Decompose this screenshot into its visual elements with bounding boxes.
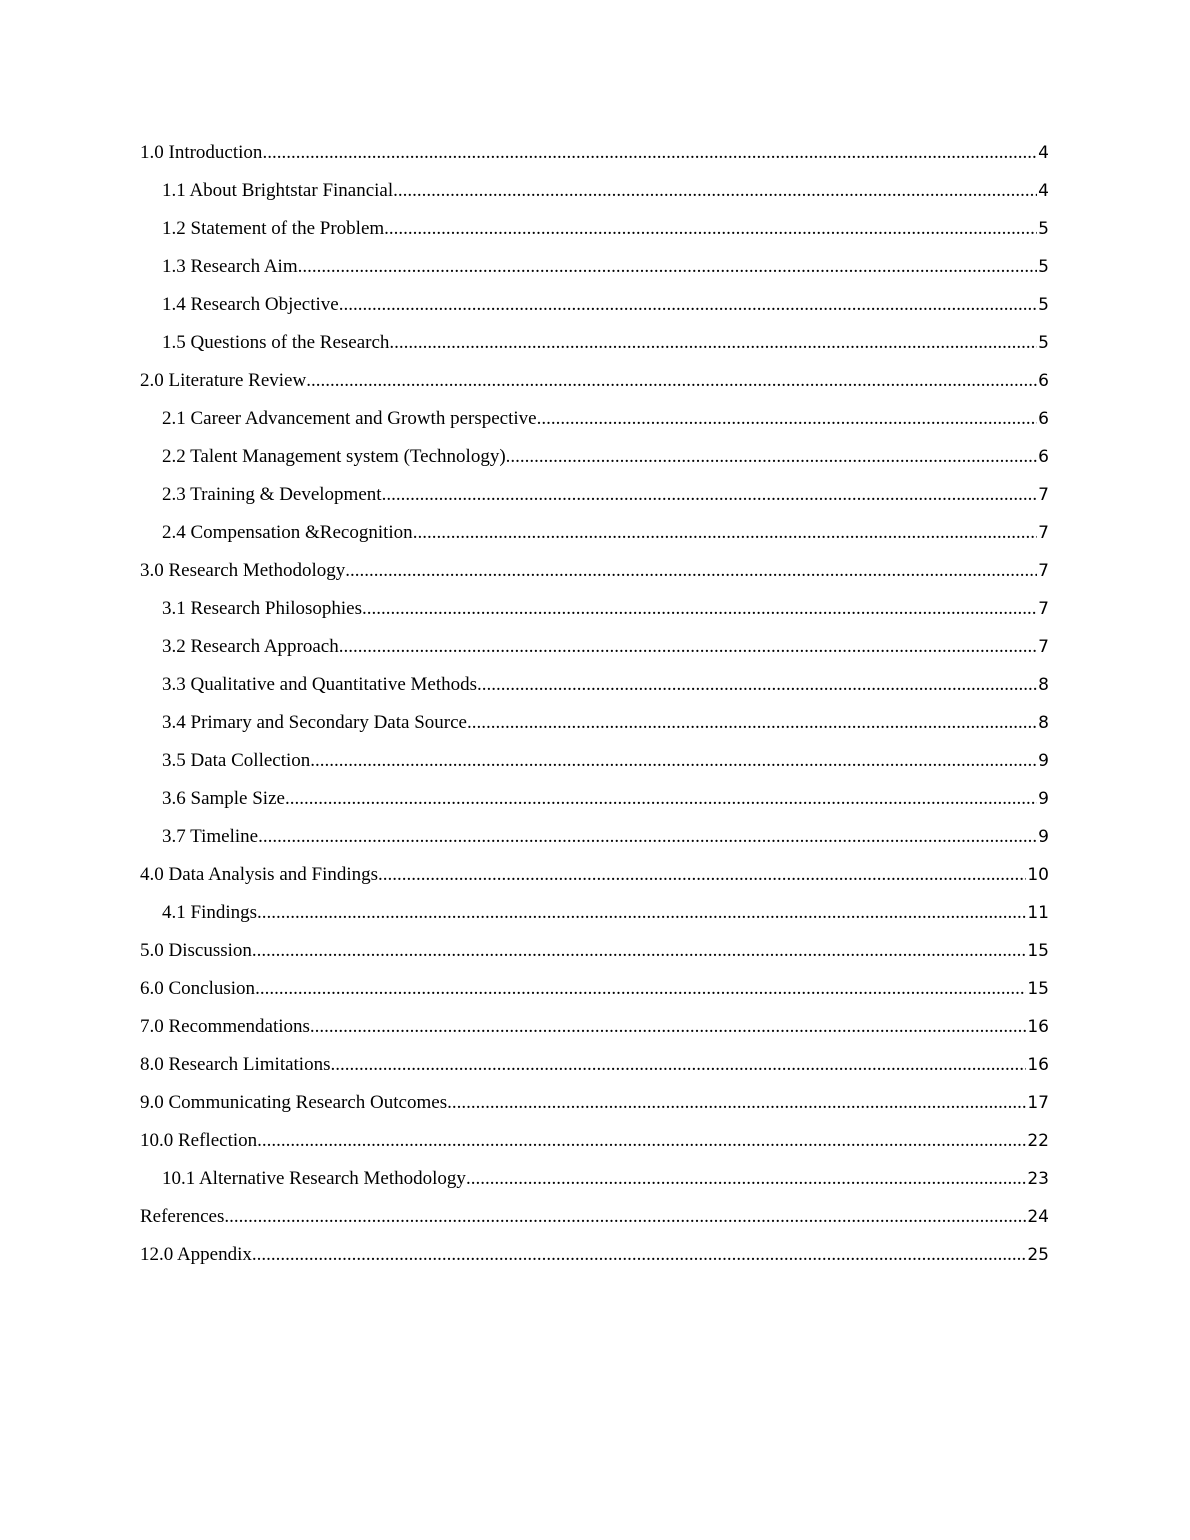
toc-entry[interactable] (140, 666, 1049, 704)
toc-dot-leader (252, 1236, 1026, 1274)
toc-dot-leader (389, 324, 1037, 362)
toc-dot-leader (252, 932, 1026, 970)
toc-entry[interactable] (140, 1046, 1049, 1084)
toc-dot-leader (467, 704, 1037, 742)
toc-dot-leader (477, 666, 1037, 704)
toc-entry-page-number: 6 (1038, 371, 1049, 391)
toc-entry-title: 7.0 Recommendations (140, 1016, 310, 1037)
toc-entry[interactable] (140, 780, 1049, 818)
toc-entry-title: 4.1 Findings (162, 902, 258, 923)
toc-entry-page-number: 7 (1038, 485, 1049, 505)
toc-entry-title: 5.0 Discussion (140, 940, 252, 961)
toc-entry-title: 1.4 Research Objective (162, 294, 339, 315)
toc-dot-leader (330, 1046, 1026, 1084)
toc-entry-title: 3.1 Research Philosophies (162, 598, 363, 619)
toc-dot-leader (339, 286, 1037, 324)
toc-dot-leader (413, 514, 1037, 552)
toc-dot-leader (285, 780, 1037, 818)
toc-entry-title: 2.2 Talent Management system (Technology) (162, 446, 506, 467)
toc-dot-leader (466, 1160, 1026, 1198)
toc-dot-leader (447, 1084, 1026, 1122)
table-of-contents (140, 134, 1049, 1274)
toc-dot-leader (362, 590, 1037, 628)
toc-dot-leader (298, 248, 1038, 286)
toc-entry[interactable] (140, 970, 1049, 1008)
toc-entry-title: 12.0 Appendix (140, 1244, 252, 1265)
toc-entry-title: 3.3 Qualitative and Quantitative Methods (162, 674, 478, 695)
toc-entry-page-number: 5 (1038, 333, 1049, 353)
toc-entry-page-number: 9 (1038, 751, 1049, 771)
toc-entry[interactable] (140, 514, 1049, 552)
toc-entry-title: 1.5 Questions of the Research (162, 332, 390, 353)
toc-dot-leader (506, 438, 1038, 476)
toc-entry-page-number: 16 (1027, 1017, 1049, 1037)
toc-entry-page-number: 7 (1038, 523, 1049, 543)
toc-dot-leader (537, 400, 1038, 438)
toc-entry-title: 1.3 Research Aim (162, 256, 298, 277)
toc-dot-leader (257, 894, 1026, 932)
toc-entry-title: 2.3 Training & Development (162, 484, 382, 505)
toc-entry-page-number: 6 (1038, 409, 1049, 429)
toc-dot-leader (384, 210, 1037, 248)
toc-entry[interactable] (140, 134, 1049, 172)
toc-entry-page-number: 16 (1027, 1055, 1049, 1075)
toc-entry[interactable] (140, 932, 1049, 970)
toc-entry-page-number: 5 (1038, 295, 1049, 315)
toc-entry-page-number: 7 (1038, 561, 1049, 581)
toc-dot-leader (382, 476, 1038, 514)
toc-entry-page-number: 7 (1038, 599, 1049, 619)
toc-dot-leader (257, 1122, 1026, 1160)
toc-entry-title: 3.2 Research Approach (162, 636, 339, 657)
toc-entry[interactable] (140, 894, 1049, 932)
toc-dot-leader (378, 856, 1026, 894)
toc-entry-title: 6.0 Conclusion (140, 978, 256, 999)
toc-entry-title: 10.1 Alternative Research Methodology (162, 1168, 466, 1189)
toc-entry-page-number: 7 (1038, 637, 1049, 657)
toc-entry-title: 1.0 Introduction (140, 142, 263, 163)
toc-entry[interactable] (140, 438, 1049, 476)
toc-dot-leader (393, 172, 1037, 210)
toc-dot-leader (262, 134, 1037, 172)
toc-entry[interactable] (140, 286, 1049, 324)
toc-dot-leader (310, 742, 1037, 780)
toc-entry-page-number: 9 (1038, 789, 1049, 809)
toc-entry[interactable] (140, 1122, 1049, 1160)
toc-entry-title: 3.7 Timeline (162, 826, 259, 847)
toc-entry[interactable] (140, 742, 1049, 780)
toc-entry-page-number: 17 (1027, 1093, 1049, 1113)
toc-entry-page-number: 9 (1038, 827, 1049, 847)
toc-entry[interactable] (140, 476, 1049, 514)
toc-entry-page-number: 8 (1038, 675, 1049, 695)
toc-entry[interactable] (140, 856, 1049, 894)
toc-entry-page-number: 15 (1027, 941, 1049, 961)
toc-entry[interactable] (140, 1160, 1049, 1198)
toc-dot-leader (310, 1008, 1026, 1046)
toc-entry[interactable] (140, 628, 1049, 666)
toc-entry-title: 9.0 Communicating Research Outcomes (140, 1092, 448, 1113)
toc-entry[interactable] (140, 590, 1049, 628)
toc-entry-page-number: 6 (1038, 447, 1049, 467)
toc-entry-title: 3.5 Data Collection (162, 750, 311, 771)
toc-entry-title: 3.4 Primary and Secondary Data Source (162, 712, 467, 733)
toc-dot-leader (255, 970, 1026, 1008)
toc-entry[interactable] (140, 248, 1049, 286)
toc-entry[interactable] (140, 172, 1049, 210)
toc-entry-title: 2.1 Career Advancement and Growth perspective (162, 408, 537, 429)
toc-entry[interactable] (140, 400, 1049, 438)
toc-entry[interactable] (140, 362, 1049, 400)
toc-entry[interactable] (140, 704, 1049, 742)
toc-entry-title: 4.0 Data Analysis and Findings (140, 864, 379, 885)
toc-entry[interactable] (140, 324, 1049, 362)
toc-entry[interactable] (140, 1008, 1049, 1046)
toc-entry-title: 1.1 About Brightstar Financial (162, 180, 394, 201)
toc-dot-leader (258, 818, 1037, 856)
toc-entry-title: 2.0 Literature Review (140, 370, 307, 391)
toc-entry-page-number: 10 (1027, 865, 1049, 885)
toc-entry-title: 3.0 Research Methodology (140, 560, 346, 581)
toc-entry[interactable] (140, 1236, 1049, 1274)
toc-dot-leader (224, 1198, 1026, 1236)
toc-dot-leader (306, 362, 1037, 400)
toc-dot-leader (339, 628, 1037, 666)
toc-entry-page-number: 4 (1038, 143, 1049, 163)
toc-entry-page-number: 8 (1038, 713, 1049, 733)
toc-entry-page-number: 15 (1027, 979, 1049, 999)
toc-entry-title: 10.0 Reflection (140, 1130, 258, 1151)
toc-entry-page-number: 4 (1038, 181, 1049, 201)
toc-entry-title: 1.2 Statement of the Problem (162, 218, 385, 239)
toc-entry-page-number: 5 (1038, 219, 1049, 239)
toc-entry[interactable] (140, 818, 1049, 856)
toc-entry-title: References (140, 1206, 225, 1227)
toc-entry-page-number: 24 (1027, 1207, 1049, 1227)
toc-entry[interactable] (140, 210, 1049, 248)
toc-entry[interactable] (140, 1084, 1049, 1122)
toc-entry-page-number: 11 (1027, 903, 1049, 923)
toc-entry-title: 3.6 Sample Size (162, 788, 285, 809)
toc-entry[interactable] (140, 552, 1049, 590)
toc-entry-page-number: 25 (1027, 1245, 1049, 1265)
toc-entry-page-number: 5 (1038, 257, 1049, 277)
toc-entry-page-number: 23 (1027, 1169, 1049, 1189)
toc-entry-title: 8.0 Research Limitations (140, 1054, 331, 1075)
toc-entry-page-number: 22 (1027, 1131, 1049, 1151)
toc-entry-title: 2.4 Compensation &Recognition (162, 522, 413, 543)
toc-dot-leader (345, 552, 1037, 590)
toc-entry[interactable] (140, 1198, 1049, 1236)
